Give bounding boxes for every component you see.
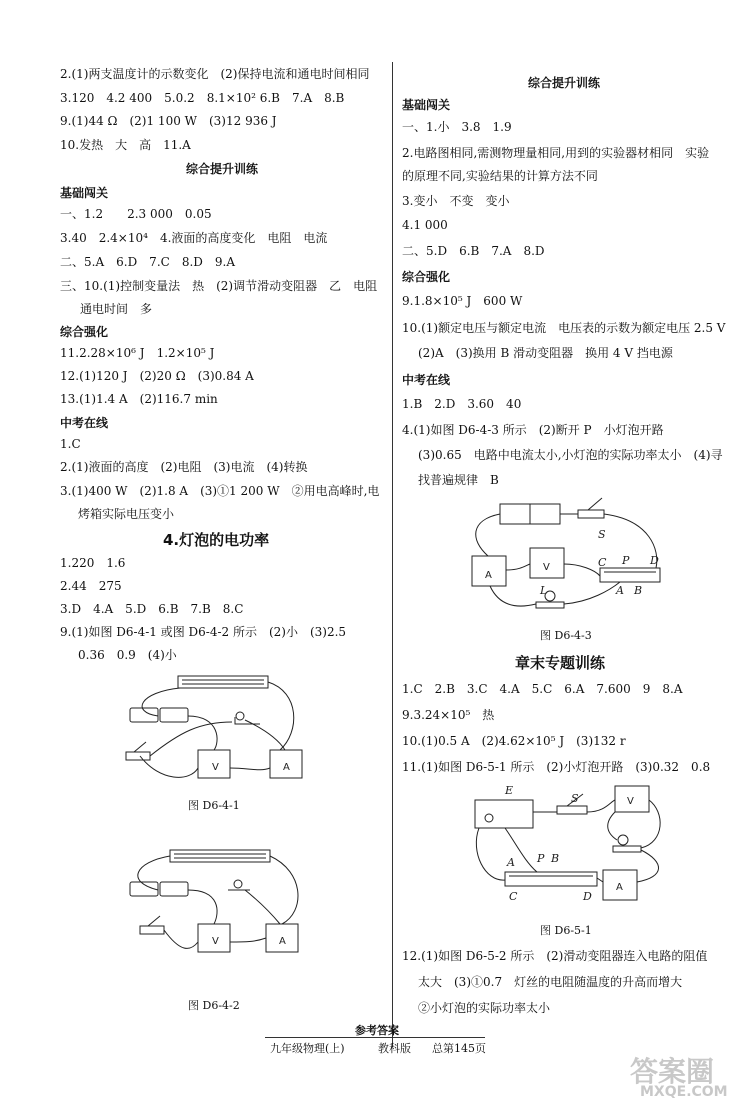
answer-line: 10.(1)额定电压与额定电流 电压表的示数为额定电压 2.5 V <box>402 321 726 335</box>
answer-line: 3.120 4.2 400 5.0.2 8.1×10² 6.B 7.A 8.B <box>60 91 345 105</box>
answer-line: 3.40 2.4×10⁴ 4.液面的高度变化 电阻 电流 <box>60 231 328 245</box>
answer-line: 太大 (3)①0.7 灯丝的电阻随温度的升高而增大 <box>418 975 683 989</box>
section-title: 章末专题训练 <box>515 654 606 672</box>
power-supply-icon <box>475 800 533 828</box>
answer-line: 1.C <box>60 437 81 451</box>
rheostat-icon <box>600 568 660 582</box>
svg-text:B: B <box>634 584 643 597</box>
answer-line: ②小灯泡的实际功率太小 <box>418 1001 551 1015</box>
answer-line: 2.44 275 <box>60 579 122 593</box>
answer-line: 3.(1)400 W (2)1.8 A (3)①1 200 W ②用电高峰时,电 <box>60 484 380 498</box>
svg-text:A: A <box>485 570 492 581</box>
circuit-figure-d6-4-1 <box>120 672 320 797</box>
answer-line: 10.发热 大 高 11.A <box>60 138 191 152</box>
svg-text:C: C <box>598 556 607 569</box>
switch-icon <box>578 510 604 518</box>
switch-icon <box>126 752 150 760</box>
answer-line: (2)A (3)换用 B 滑动变阻器 换用 4 V 挡电源 <box>418 346 673 360</box>
svg-text:V: V <box>212 936 219 947</box>
rheostat-icon <box>170 850 270 862</box>
answer-line: 的原理不同,实验结果的计算方法不同 <box>402 169 598 183</box>
watermark-url: MXQE.COM <box>640 1084 728 1100</box>
battery-icon <box>160 882 188 896</box>
answer-line: 9.(1)如图 D6-4-1 或图 D6-4-2 所示 (2)小 (3)2.5 <box>60 625 347 639</box>
svg-text:A: A <box>507 856 515 869</box>
sub-heading: 基础闯关 <box>402 98 451 112</box>
circuit-figure-d6-5-1 <box>465 782 675 912</box>
svg-text:V: V <box>212 762 219 773</box>
footer-edition: 教科版 <box>378 1042 411 1055</box>
svg-text:S: S <box>598 528 606 541</box>
answer-line: 0.36 0.9 (4)小 <box>78 648 177 662</box>
answer-line: 二、5.D 6.B 7.A 8.D <box>402 244 545 258</box>
answer-line: 13.(1)1.4 A (2)116.7 min <box>60 392 218 406</box>
circuit-figure-d6-4-2 <box>120 842 320 967</box>
answer-line: 通电时间 多 <box>80 302 153 316</box>
switch-icon <box>557 806 587 814</box>
answer-line: 1.B 2.D 3.60 40 <box>402 397 522 411</box>
answer-line: 二、5.A 6.D 7.C 8.D 9.A <box>60 255 236 269</box>
sub-heading: 中考在线 <box>402 373 451 387</box>
footer-grade: 九年级物理(上) <box>270 1042 345 1055</box>
section-heading: 综合提升训练 <box>528 76 601 90</box>
answer-line: (3)0.65 电路中电流太小,小灯泡的实际功率太小 (4)寻 <box>418 448 723 462</box>
svg-text:L: L <box>540 584 548 597</box>
figure-caption: 图 D6-4-2 <box>188 999 240 1012</box>
battery-icon <box>160 708 188 722</box>
answer-line: 一、1.2 2.3 000 0.05 <box>60 207 212 221</box>
answer-line: 12.(1)120 J (2)20 Ω (3)0.84 A <box>60 369 254 383</box>
answer-line: 3.D 4.A 5.D 6.B 7.B 8.C <box>60 602 244 616</box>
svg-text:D: D <box>583 890 592 903</box>
rheostat-icon <box>178 676 268 688</box>
footer-rule <box>265 1037 485 1038</box>
footer-title: 参考答案 <box>355 1024 399 1037</box>
svg-text:E: E <box>505 784 514 797</box>
answer-line: 找普遍规律 B <box>418 473 499 487</box>
answer-line: 9.(1)44 Ω (2)1 100 W (3)12 936 J <box>60 114 277 128</box>
circuit-figure-d6-4-3 <box>470 490 670 620</box>
sub-heading: 综合强化 <box>402 270 451 284</box>
answer-line: 10.(1)0.5 A (2)4.62×10⁵ J (3)132 r <box>402 734 626 748</box>
answer-line: 1.C 2.B 3.C 4.A 5.C 6.A 7.600 9 8.A <box>402 682 683 696</box>
answer-line: 烤箱实际电压变小 <box>78 507 175 521</box>
bulb-icon <box>235 717 260 724</box>
answer-line: 4.1 000 <box>402 218 448 232</box>
section-heading: 综合提升训练 <box>186 162 259 176</box>
bulb-icon <box>234 880 242 888</box>
svg-text:A: A <box>279 936 286 947</box>
answer-line: 12.(1)如图 D6-5-2 所示 (2)滑动变阻器连入电路的阻值 <box>402 949 708 963</box>
svg-text:P: P <box>622 554 630 567</box>
answer-line: 2.电路图相同,需测物理量相同,用到的实验器材相同 实验 <box>402 146 710 160</box>
svg-text:A: A <box>616 584 624 597</box>
answer-line: 11.(1)如图 D6-5-1 所示 (2)小灯泡开路 (3)0.32 0.8 <box>402 760 711 774</box>
svg-text:D: D <box>650 554 659 567</box>
column-divider <box>392 62 393 1047</box>
sub-heading: 基础闯关 <box>60 186 109 200</box>
svg-text:C: C <box>509 890 518 903</box>
watermark-logo: 答案圈 <box>630 1055 715 1088</box>
answer-line: 三、10.(1)控制变量法 热 (2)调节滑动变阻器 乙 电阻 <box>60 279 378 293</box>
section-title: 4.灯泡的电功率 <box>163 531 270 549</box>
svg-text:B: B <box>551 852 560 865</box>
answer-line: 11.2.28×10⁶ J 1.2×10⁵ J <box>60 346 215 360</box>
svg-text:V: V <box>627 796 634 807</box>
sub-heading: 中考在线 <box>60 416 109 430</box>
answer-line: 一、1.小 3.8 1.9 <box>402 120 512 134</box>
answer-line: 2.(1)液面的高度 (2)电阻 (3)电流 (4)转换 <box>60 460 308 474</box>
svg-text:A: A <box>283 762 290 773</box>
answer-line: 4.(1)如图 D6-4-3 所示 (2)断开 P 小灯泡开路 <box>402 423 664 437</box>
answer-line: 9.1.8×10⁵ J 600 W <box>402 294 523 308</box>
sub-heading: 综合强化 <box>60 325 109 339</box>
switch-icon <box>140 926 164 934</box>
figure-caption: 图 D6-4-1 <box>188 799 240 812</box>
svg-text:P: P <box>537 852 545 865</box>
svg-text:A: A <box>616 882 623 893</box>
figure-caption: 图 D6-5-1 <box>540 924 592 937</box>
answer-line: 3.变小 不变 变小 <box>402 194 510 208</box>
figure-caption: 图 D6-4-3 <box>540 629 592 642</box>
svg-text:V: V <box>543 562 550 573</box>
answer-line: 1.220 1.6 <box>60 556 126 570</box>
bulb-icon <box>618 835 628 845</box>
answer-line: 9.3.24×10⁵ 热 <box>402 708 495 722</box>
answer-line: 2.(1)两支温度计的示数变化 (2)保持电流和通电时间相同 <box>60 67 370 81</box>
rheostat-icon <box>505 872 597 886</box>
svg-text:S: S <box>571 792 579 805</box>
footer-page: 总第145页 <box>432 1042 486 1055</box>
